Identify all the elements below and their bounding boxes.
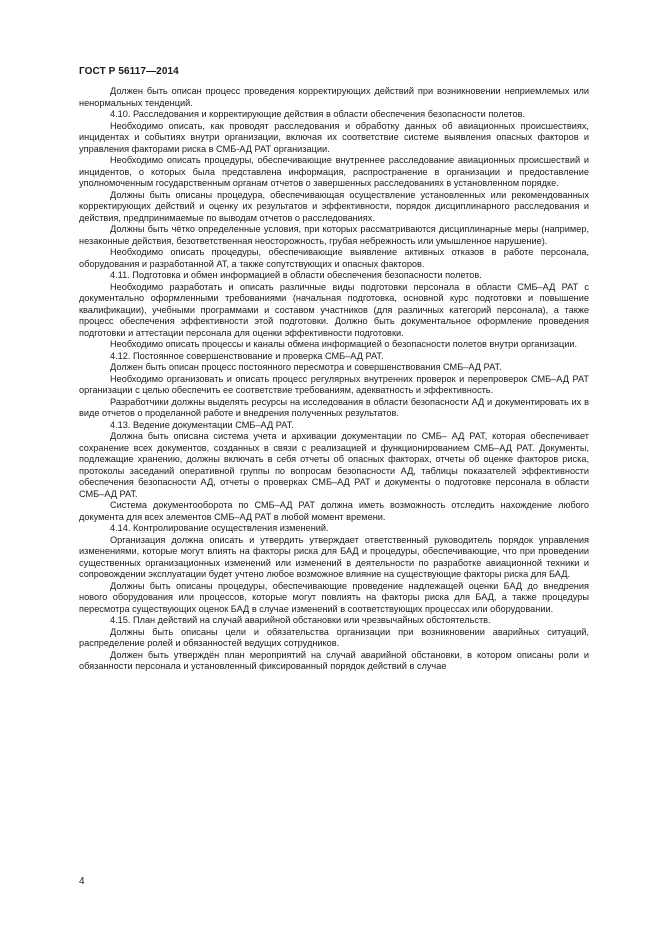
paragraph: Должен быть утверждён план мероприятий на случай аварийной обстановки, в котором описаны роли и обязанности персонала и установленный фиксированный порядок действий в случае — [79, 649, 589, 671]
paragraph: Должен быть описан процесс постоянного пересмотра и совершенствования СМБ–АД РАТ. — [110, 362, 502, 372]
page-number: 4 — [79, 876, 85, 887]
section-heading: 4.11. Подготовка и обмен информацией в области обеспечения безопасности полетов. — [110, 270, 482, 280]
paragraph: Необходимо описать процессы и каналы обмена информацией о безопасности полетов внутри организации. — [110, 339, 578, 349]
paragraph: Должны быть описаны цели и обязательства организации при возникновении аварийных ситуаций, распределение ролей и обязанностей ведущих сотрудников. — [79, 626, 589, 648]
paragraph: Должны быть чётко определенные условия, при которых рассматриваются дисциплинарные меры (например, незаконные действия, безответственная неосторожность, грубая небрежность или умышленное нарушение). — [79, 224, 589, 246]
paragraph: Должен быть описан процесс проведения корректирующих действий при возникновении неприемлемых или ненормальных тенденций. — [79, 86, 589, 108]
section-heading: 4.15. План действий на случай аварийной обстановки или чрезвычайных обстоятельств. — [110, 615, 491, 625]
paragraph: Необходимо описать процедуры, обеспечивающие внутреннее расследование авиационных происшествий и инцидентов, о которых была представлена информация, распространение в организации и предоставление уполномоченным государственным органам отчетов о завершенных расследованиях в установленном порядке. — [79, 155, 589, 188]
section-heading: 4.12. Постоянное совершенствование и проверка СМБ–АД РАТ. — [110, 350, 384, 361]
paragraph: Необходимо описать процедуры, обеспечивающие выявление активных отказов в работе персонала, оборудования и разработанной АТ, а также сопутствующих и опасных факторов. — [79, 247, 589, 269]
paragraph: Необходимо разработать и описать различные виды подготовки персонала в области СМБ–АД РАТ с документально оформленными требованиями (начальная подготовка, основной курс подготовки и повышение квалификации), учебными программами и составом участников (для различных категорий персонала), а также процесс обеспечения эффективности этой подготовки. Должно быть документальное оформление проведения подготовки и аттестации персонала для оценки эффективности подготовки. — [79, 281, 589, 338]
section-heading: 4.14. Контролирование осуществления изменений. — [110, 523, 329, 533]
paragraph: Должна быть описана система учета и архивации документации по СМБ– АД РАТ, которая обеспечивает сохранение всех документов, созданных в связи с реализацией и функционированием СМБ–АД РАТ. Документы, подлежащие хранению, должны включать в себя отчеты об опасных факторах, отчеты об оценке факторов риска, протоколы заседаний оперативной группы по вопросам безопасности АД, таблицы показателей эффективности обеспечения безопасности АД, отчеты о проверках СМБ–АД РАТ и документы о подготовке персонала в области СМБ–АД РАТ. — [79, 431, 589, 499]
paragraph: Организация должна описать и утвердить утверждает ответственный руководитель порядок управления изменениями, которые могут влиять на факторы риска для БАД и процедуры, обеспечивающие, что при проведении существенных организационных изменений или изменений в деятельности по разработке авиационной техники и сопровождении эксплуатации будет учтено любое возможное влияние на существующие факторы риска для БАД. — [79, 534, 589, 579]
paragraph: Разработчики должны выделять ресурсы на исследования в области безопасности АД и документировать их в виде отчетов о проделанной работе и внедрения полученных результатов. — [79, 396, 589, 418]
section-heading: 4.10. Расследования и корректирующие действия в области обеспечения безопасности полетов. — [110, 109, 526, 119]
paragraph: Система документооборота по СМБ–АД РАТ должна иметь возможность отследить нахождение любого документа для всех элементов СМБ–АД РАТ в любой момент времени. — [79, 500, 589, 522]
paragraph: Должны быть описаны процедура, обеспечивающая осуществление установленных или рекомендованных корректирующих действий и оценку их результатов и эффективности, порядок дисциплинарного расследования и действия, предпринимаемые по выводам отчетов о расследованиях. — [79, 189, 589, 223]
section-heading: 4.13. Ведение документации СМБ–АД РАТ. — [110, 419, 294, 430]
paragraph: Необходимо организовать и описать процесс регулярных внутренних проверок и перепроверок СМБ–АД РАТ организации с целью обеспечить ее соответствие требованиям, адекватность и эффективность. — [79, 373, 589, 395]
paragraph: Необходимо описать, как проводят расследования и обработку данных об авиационных происшествиях, инцидентах и событиях внутри организации, включая их соответствие системе выявления опасных факторов и управления факторами риска в СМБ-АД РАТ организации. — [79, 120, 589, 154]
paragraph: Должны быть описаны процедуры, обеспечивающие проведение надлежащей оценки БАД до внедрения нового оборудования или процессов, которые могут повлиять на факторы риска для БАД, а также процедуры пересмотра существующих оценок БАД в случае изменений в соответствующих процессах или оборудовании. — [79, 580, 589, 614]
page-header-title: ГОСТ Р 56117—2014 — [79, 66, 179, 77]
document-body — [79, 86, 589, 673]
